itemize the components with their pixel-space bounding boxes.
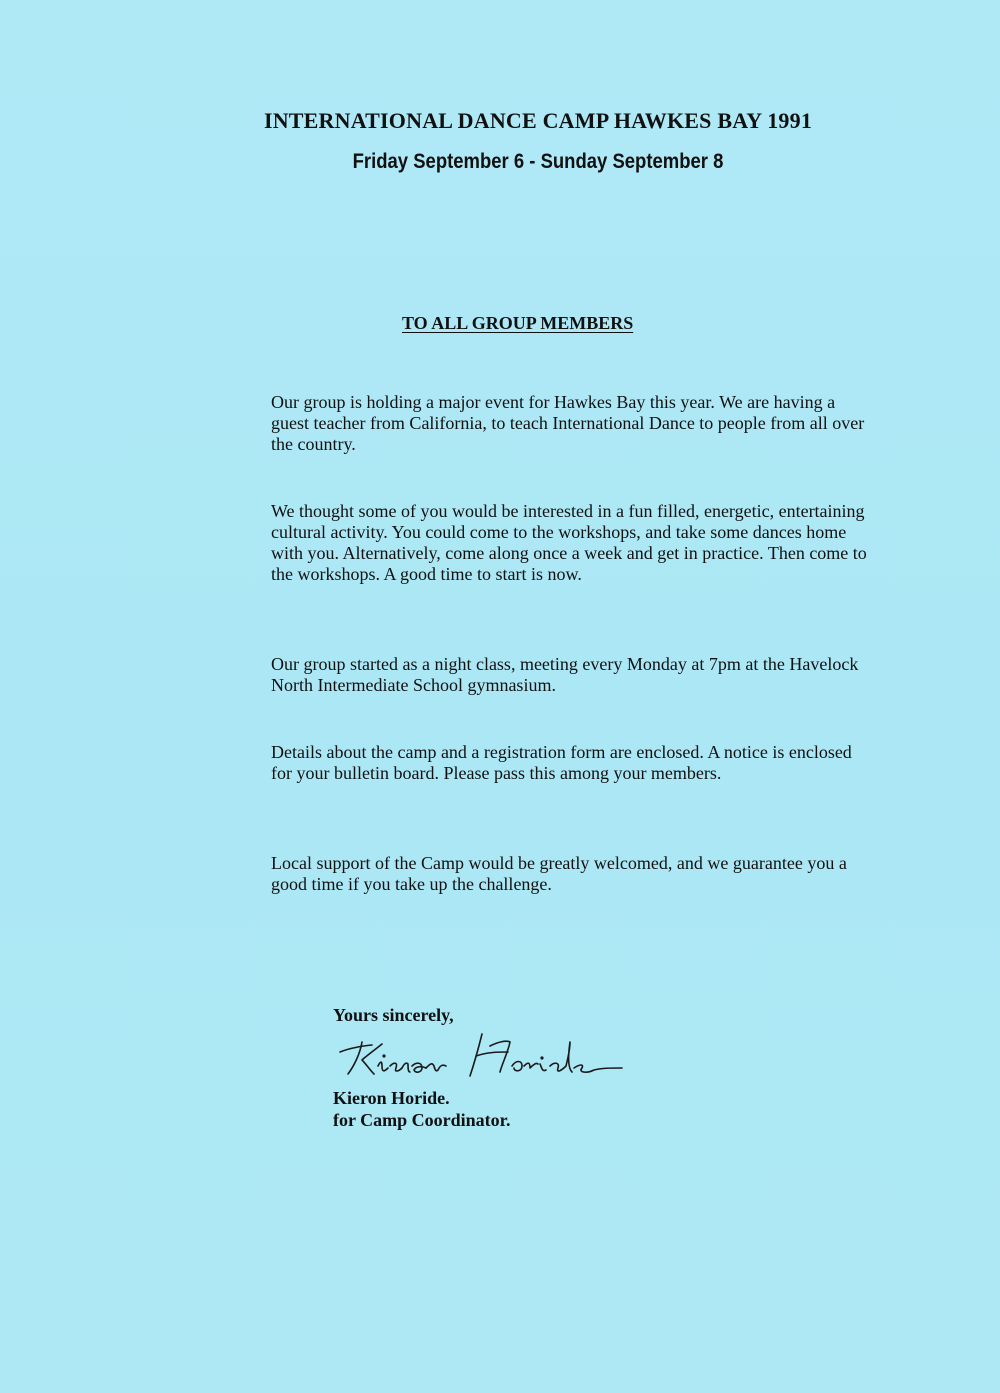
event-dates: Friday September 6 - Sunday September 8: [352, 150, 724, 173]
letter-heading: TO ALL GROUP MEMBERS: [402, 313, 634, 333]
closing-salutation: Yours sincerely,: [333, 1005, 454, 1025]
paragraph-local-support: Local support of the Camp would be greatly welcomed, and we guarantee you a good time if you take up the challenge.: [271, 853, 847, 894]
letter-title: INTERNATIONAL DANCE CAMP HAWKES BAY 1991: [263, 108, 813, 133]
paragraph-night-class: Our group started as a night class, meeting every Monday at 7pm at the Havelock North Intermediate School gymnasium.: [271, 654, 859, 695]
paragraph-enclosures: Details about the camp and a registration form are enclosed. A notice is enclosed for your bulletin board. Please pass this among your members.: [271, 742, 852, 783]
signer-name: Kieron Horide.: [333, 1088, 450, 1108]
paragraph-invitation: We thought some of you would be interested in a fun filled, energetic, entertaining cultural activity. You could come to the workshops, and take some dances home with you. Alternatively, come along once a week and get in practice. Then come to the workshops. A good time to start is now.: [271, 501, 867, 584]
paragraph-guest-teacher: Our group is holding a major event for Hawkes Bay this year. We are having a guest teacher from California, to teach International Dance to people from all over the country.: [271, 392, 865, 454]
signer-role: for Camp Coordinator.: [333, 1110, 511, 1130]
handwritten-signature: [332, 1022, 632, 1082]
